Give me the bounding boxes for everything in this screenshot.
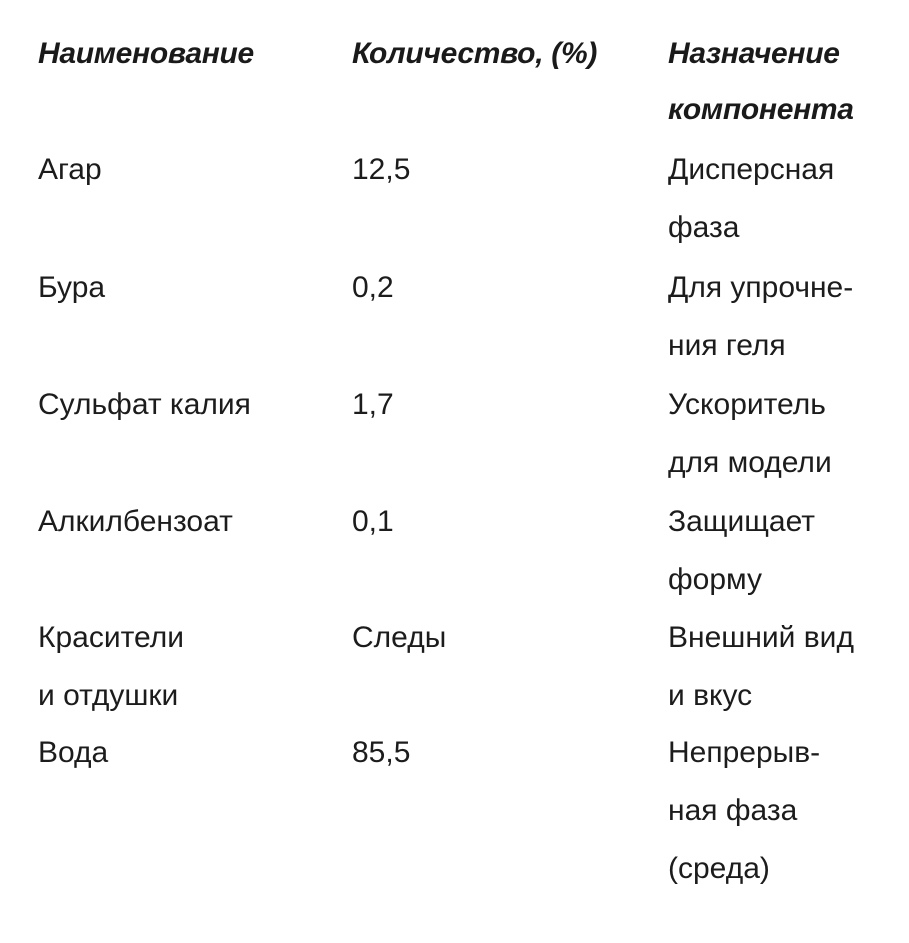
row-5-quantity: Следы (352, 621, 447, 654)
header-name: Наименование (38, 37, 254, 70)
row-3-quantity: 1,7 (352, 388, 394, 421)
row-5-name: Красители и отдушки (38, 621, 184, 712)
row-6-name: Вода (38, 736, 109, 769)
header-purpose: Назначение компонента (668, 37, 854, 126)
row-3-name: Сульфат калия (38, 388, 251, 421)
row-2-name: Бура (38, 271, 106, 304)
row-1-name: Агар (38, 153, 102, 186)
header-quantity: Количество, (%) (352, 37, 598, 70)
row-6-purpose: Непрерыв- ная фаза (среда) (668, 736, 821, 885)
row-6-quantity: 85,5 (352, 736, 411, 769)
row-2-purpose: Для упрочне- ния геля (668, 271, 854, 362)
row-1-purpose: Дисперсная фаза (668, 153, 835, 244)
row-2-quantity: 0,2 (352, 271, 394, 304)
row-3-purpose: Ускоритель для модели (668, 388, 832, 479)
row-4-purpose: Защищает форму (668, 505, 816, 596)
row-4-name: Алкилбензоат (38, 505, 233, 538)
row-5-purpose: Внешний вид и вкус (668, 621, 854, 712)
row-4-quantity: 0,1 (352, 505, 394, 538)
row-1-quantity: 12,5 (352, 153, 411, 186)
